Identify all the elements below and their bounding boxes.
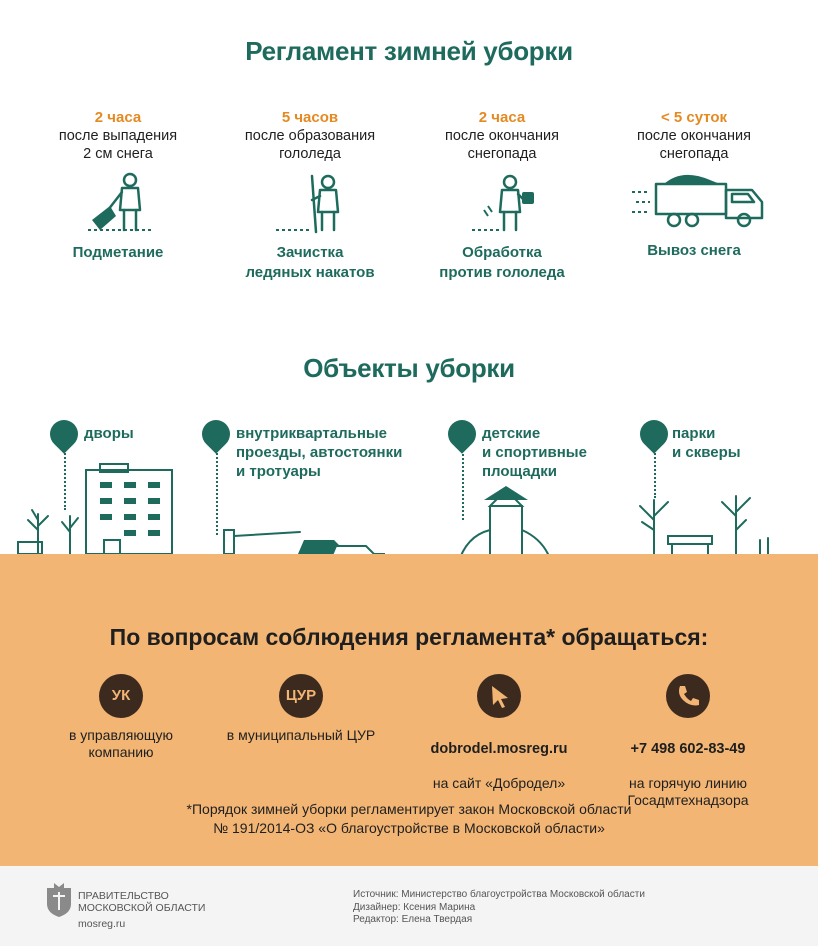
regulation-desc: после выпадения 2 см снега — [58, 128, 178, 162]
credits — [353, 889, 645, 927]
contact-text: в муниципальный ЦУР — [226, 727, 376, 743]
location-pin-icon — [634, 414, 674, 454]
ice-scraping-worker-icon — [272, 172, 352, 234]
hotline-phone[interactable]: +7 498 602-83-49 — [630, 741, 746, 757]
regulation-item-de-icing — [412, 108, 592, 163]
regulation-label: Обработка против гололеда — [439, 244, 565, 281]
law-footnote: *Порядок зимней уборки регламентирует закон Московской области № 191/2014-ОЗ «О благоустройстве в Московской области» — [186, 801, 632, 836]
contact-text: на сайт «Добродел» — [432, 775, 566, 791]
regulation-title: Регламент зимней уборки — [245, 36, 573, 66]
regulation-desc: после окончания снегопада — [637, 128, 751, 162]
object-label-playgrounds: детские и спортивные площадки — [482, 425, 587, 480]
regulation-label: Зачистка ледяных накатов — [245, 244, 375, 281]
credit-editor: Редактор: Елена Твердая — [353, 914, 473, 925]
de-icing-worker-icon — [470, 172, 540, 234]
regulation-time: < 5 суток — [660, 109, 728, 126]
gov-site-link[interactable]: mosreg.ru — [78, 918, 126, 930]
regulation-item-ice-scraping — [220, 108, 400, 163]
location-pin-icon — [442, 414, 482, 454]
contact-text: на горячую линию Госадмтехнадзора — [627, 775, 749, 808]
tsur-badge: ЦУР — [279, 674, 323, 718]
regulation-item-sweeping — [28, 108, 208, 163]
regulation-label: Вывоз снега — [647, 242, 741, 259]
coat-of-arms-logo — [44, 880, 74, 918]
dobrodel-link[interactable]: dobrodel.mosreg.ru — [430, 741, 568, 757]
gov-name-line2: МОСКОВСКОЙ ОБЛАСТИ — [78, 902, 206, 914]
location-pin-icon — [196, 414, 236, 454]
snow-truck-icon — [630, 170, 768, 232]
dobrodel-contact[interactable] — [404, 724, 594, 792]
gov-name — [78, 890, 205, 914]
regulation-desc: после образования гололеда — [244, 128, 376, 162]
contacts-title: По вопросам соблюдения регламента* обращаться: — [109, 624, 709, 650]
regulation-time: 2 часа — [94, 109, 142, 126]
sweeping-worker-icon — [86, 170, 156, 234]
object-label-parks: парки и скверы — [672, 425, 741, 461]
phone-icon — [666, 674, 710, 718]
regulation-time: 5 часов — [281, 109, 339, 126]
regulation-item-snow-removal — [604, 108, 784, 163]
gov-name-line1: ПРАВИТЕЛЬСТВО — [78, 890, 169, 902]
objects-title: Объекты уборки — [303, 353, 515, 383]
regulation-time: 2 часа — [478, 109, 526, 126]
cursor-icon — [477, 674, 521, 718]
credit-source: Источник: Министерство благоустройства Московской области — [353, 889, 645, 900]
uk-badge: УК — [99, 674, 143, 718]
contact-text: в управляющую компанию — [68, 727, 174, 760]
credit-designer: Дизайнер: Ксения Марина — [353, 901, 476, 913]
location-pin-icon — [44, 414, 84, 454]
hotline-contact[interactable] — [593, 724, 783, 809]
regulation-desc: после окончания снегопада — [445, 128, 559, 162]
object-label-yards: дворы — [84, 425, 134, 442]
regulation-label: Подметание — [72, 244, 164, 261]
object-label-driveways: внутриквартальные проезды, автостоянки и тротуары — [236, 425, 403, 480]
